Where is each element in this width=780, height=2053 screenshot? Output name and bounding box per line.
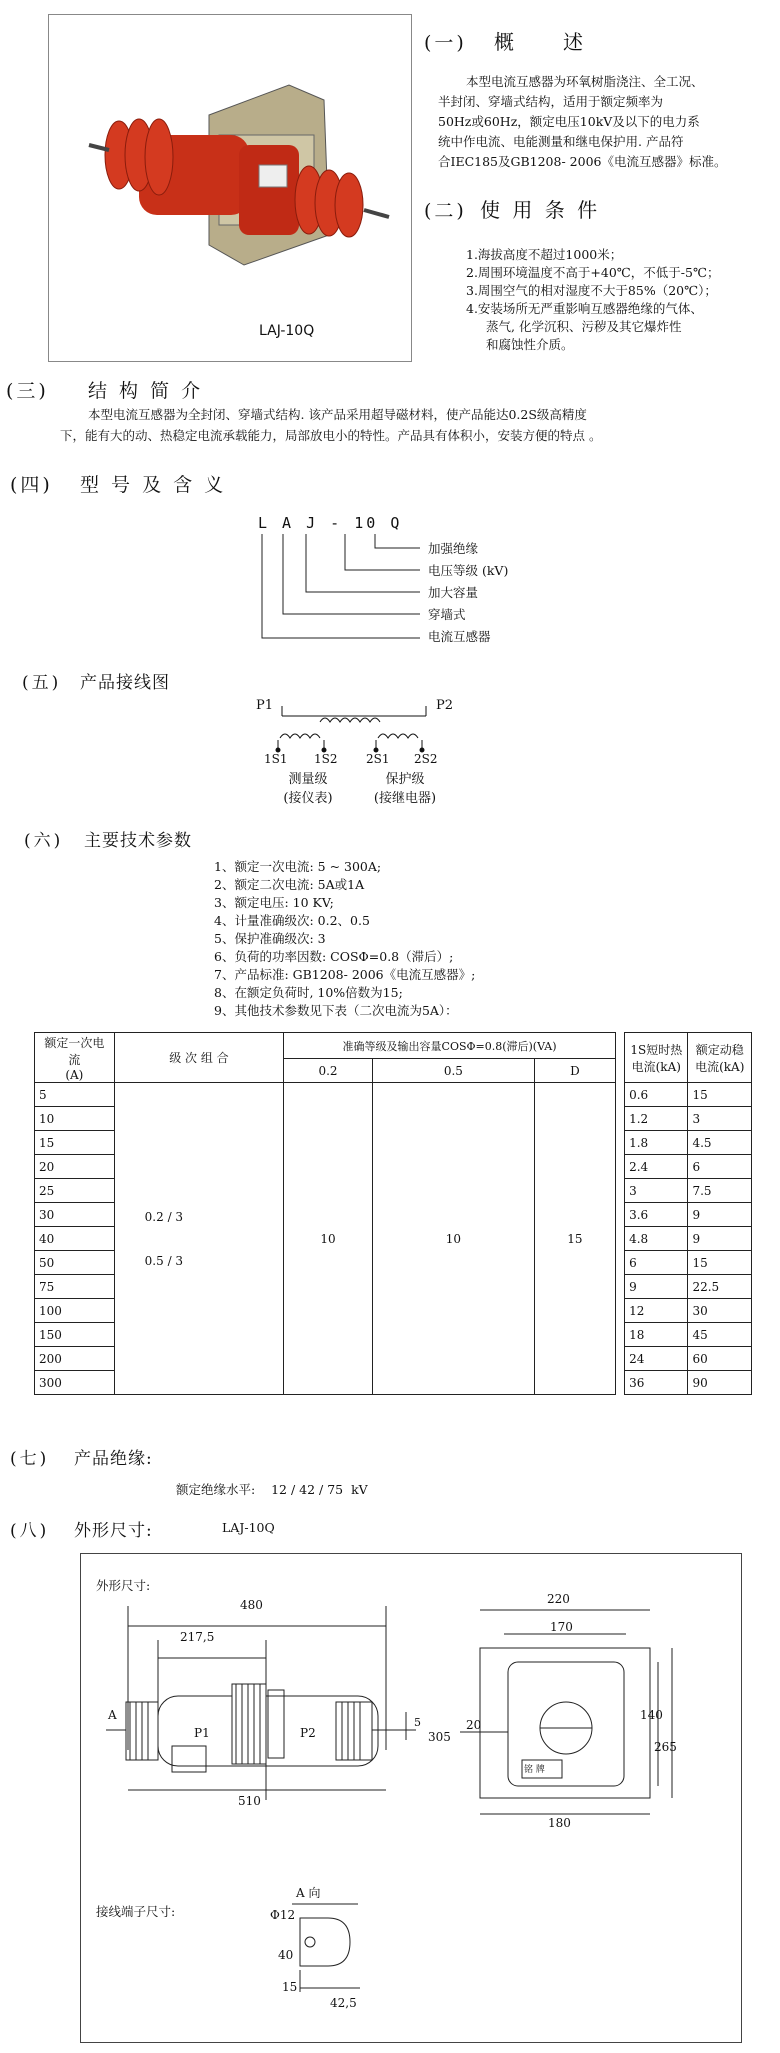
table-gap <box>615 1083 624 1395</box>
thermal-cell: 24 <box>625 1347 688 1371</box>
current-cell: 20 <box>35 1155 115 1179</box>
current-cell: 5 <box>35 1083 115 1107</box>
measurement-group <box>268 770 348 808</box>
header-text: 电流(kA) <box>631 1059 681 1074</box>
param-item: 4、计量准确级次: 0.2、0.5 <box>214 913 370 928</box>
dynamic-cell: 22.5 <box>688 1275 752 1299</box>
photo-model-label: LAJ-10Q <box>259 323 315 339</box>
section-8-title: 外形尺寸: <box>74 1521 153 1541</box>
cap-col-05: 0.5 <box>372 1059 534 1083</box>
cap-col-02: 0.2 <box>284 1059 373 1083</box>
section-4-title: 型 号 及 含 义 <box>80 474 227 496</box>
current-cell: 150 <box>35 1323 115 1347</box>
transformer-photo-graphic <box>49 15 411 361</box>
s1-line: 统中作电流、电能测量和继电保护用. 产品符 <box>438 134 684 149</box>
thermal-cell: 36 <box>625 1371 688 1395</box>
thermal-cell: 3 <box>625 1179 688 1203</box>
thermal-cell: 1.2 <box>625 1107 688 1131</box>
terminal-2s1: 2S1 <box>366 752 390 766</box>
terminal-label: 接线端子尺寸: <box>96 1904 176 1919</box>
thermal-cell: 1.8 <box>625 1131 688 1155</box>
spec-table <box>34 1032 752 1395</box>
dim-305: 305 <box>428 1730 451 1744</box>
param-item: 8、在额定负荷时, 10%倍数为15; <box>214 985 403 1000</box>
param-item: 7、产品标准: GB1208- 2006《电流互感器》; <box>214 967 476 982</box>
dim-510: 510 <box>238 1794 261 1808</box>
header-dynamic <box>688 1033 752 1083</box>
header-text: 电流(kA) <box>695 1059 745 1074</box>
section-5-number: (五) <box>22 673 62 693</box>
condition-item: 1.海拔高度不超过1000米； <box>466 247 623 262</box>
parameter-list <box>214 858 475 1020</box>
group-label: 测量级 <box>288 772 328 787</box>
s1-line: 本型电流互感器为环氧树脂浇注、全工况、 <box>466 74 704 89</box>
header-text: (A) <box>65 1067 84 1082</box>
thermal-cell: 3.6 <box>625 1203 688 1227</box>
meaning-item: 加大容量 <box>428 585 479 600</box>
insulation-level: 额定绝缘水平: 12 / 42 / 75 kV <box>176 1482 368 1497</box>
thermal-cell: 4.8 <box>625 1227 688 1251</box>
model-code-bracket-lines <box>250 530 450 650</box>
param-item: 2、额定二次电流: 5A或1A <box>214 877 365 892</box>
header-thermal <box>625 1033 688 1083</box>
dim-5: 5 <box>414 1716 421 1729</box>
param-item: 3、额定电压: 10 KV; <box>214 895 334 910</box>
param-item: 1、额定一次电流: 5 ~ 300A; <box>214 859 382 874</box>
cap-02-cell: 10 <box>284 1083 373 1395</box>
combo-value: 0.2 / 3 <box>144 1209 184 1224</box>
condition-item: 4.安装场所无严重影响互感器绝缘的气体、 <box>466 301 703 316</box>
s1-line: 半封闭、穿墙式结构，适用于额定频率为 <box>438 94 664 109</box>
terminal-2s2: 2S2 <box>414 752 438 766</box>
s1-line: 50Hz或60Hz，额定电压10kV及以下的电力系 <box>438 114 700 129</box>
param-item: 9、其他技术参数见下表（二次电流为5A）： <box>214 1003 458 1018</box>
dynamic-cell: 15 <box>688 1251 752 1275</box>
s3-line: 本型电流互感器为全封闭、穿墙式结构. 该产品采用超导磁材料，使产品能达0.2S级高精度 <box>88 407 587 422</box>
condition-item: 2.周围环境温度不高于+40℃，不低于-5℃； <box>466 265 720 280</box>
section-2-number: (二) <box>424 200 467 222</box>
section-1-number: (一) <box>424 32 467 54</box>
a-direction-label: A 向 <box>296 1886 321 1900</box>
cap-d-cell: 15 <box>534 1083 615 1395</box>
section-3-title: 结 构 简 介 <box>88 380 204 402</box>
header-text: 额定一次电流 <box>44 1035 105 1067</box>
section-2-list <box>466 246 719 354</box>
current-cell: 75 <box>35 1275 115 1299</box>
section-5-title: 产品接线图 <box>80 673 170 693</box>
thermal-cell: 9 <box>625 1275 688 1299</box>
current-cell: 200 <box>35 1347 115 1371</box>
dim-170: 170 <box>550 1620 573 1634</box>
dynamic-cell: 3 <box>688 1107 752 1131</box>
thermal-cell: 6 <box>625 1251 688 1275</box>
dynamic-cell: 30 <box>688 1299 752 1323</box>
wiring-p1: P1 <box>256 698 274 713</box>
terminal-drawing <box>288 1900 398 2000</box>
header-combo: 级 次 组 合 <box>114 1033 284 1083</box>
wiring-diagram <box>250 700 470 780</box>
dim-2175: 217,5 <box>180 1630 215 1644</box>
product-photo <box>48 14 412 362</box>
thermal-cell: 2.4 <box>625 1155 688 1179</box>
front-p1: P1 <box>194 1726 210 1740</box>
section-7-title: 产品绝缘: <box>74 1449 153 1469</box>
model-meanings <box>428 538 508 648</box>
header-text: 额定动稳 <box>695 1042 744 1057</box>
dim-15: 15 <box>282 1980 298 1994</box>
section-7-number: (七) <box>10 1449 50 1469</box>
meaning-item: 电压等级 (kV) <box>428 563 509 578</box>
meaning-item: 穿墙式 <box>428 607 466 622</box>
section-6-title: 主要技术参数 <box>84 831 192 851</box>
current-cell: 100 <box>35 1299 115 1323</box>
dynamic-cell: 9 <box>688 1227 752 1251</box>
current-cell: 50 <box>35 1251 115 1275</box>
section-2-title: 使 用 条 件 <box>480 198 601 222</box>
group-sublabel: (接仪表) <box>283 791 333 806</box>
current-cell: 15 <box>35 1131 115 1155</box>
section-3-body <box>60 404 775 446</box>
cap-col-d: D <box>534 1059 615 1083</box>
meaning-item: 加强绝缘 <box>428 541 479 556</box>
section-4-number: (四) <box>10 474 53 496</box>
model-code: L A J - 10 Q <box>258 514 403 532</box>
thermal-cell: 12 <box>625 1299 688 1323</box>
combo-value: 0.5 / 3 <box>144 1253 184 1268</box>
outline-label: 外形尺寸: <box>96 1578 151 1593</box>
dim-265: 265 <box>654 1740 677 1754</box>
header-text: 1S短时热 <box>630 1042 683 1057</box>
dim-40: 40 <box>278 1948 294 1962</box>
cap-05-cell: 10 <box>372 1083 534 1395</box>
s3-line: 下，能有大的动、热稳定电流承载能力，局部放电小的特性。产品具有体积小，安装方便的特点 。 <box>60 428 602 443</box>
meaning-item: 电流互感器 <box>428 629 491 644</box>
dim-425: 42,5 <box>330 1996 357 2010</box>
table-gap <box>615 1033 624 1083</box>
front-view-drawing <box>106 1600 436 1820</box>
thermal-cell: 0.6 <box>625 1083 688 1107</box>
condition-item: 蒸气, 化学沉积、污秽及其它爆炸性 <box>486 319 682 334</box>
dim-480: 480 <box>240 1598 263 1612</box>
dim-20: 20 <box>466 1718 482 1732</box>
protection-group <box>360 770 450 808</box>
section-8-number: (八) <box>10 1521 50 1541</box>
group-sublabel: (接继电器) <box>373 791 437 806</box>
group-label: 保护级 <box>385 772 425 787</box>
section-8-model: LAJ-10Q <box>222 1520 275 1535</box>
nameplate-label: 铭 牌 <box>524 1765 545 1775</box>
current-cell: 40 <box>35 1227 115 1251</box>
dynamic-cell: 60 <box>688 1347 752 1371</box>
header-capacity: 准确等级及输出容量COSΦ=0.8(滞后)(VA) <box>284 1033 616 1059</box>
dynamic-cell: 6 <box>688 1155 752 1179</box>
thermal-cell: 18 <box>625 1323 688 1347</box>
dim-180: 180 <box>548 1816 571 1830</box>
dynamic-cell: 90 <box>688 1371 752 1395</box>
section-1-title: 概 述 <box>494 30 586 54</box>
section-3-number: (三) <box>6 380 49 402</box>
condition-item: 3.周围空气的相对湿度不大于85%（20℃）； <box>466 283 717 298</box>
current-cell: 10 <box>35 1107 115 1131</box>
terminal-1s2: 1S2 <box>314 752 338 766</box>
wiring-p2: P2 <box>436 698 454 713</box>
arrow-a-label: A <box>108 1708 117 1722</box>
param-item: 6、负荷的功率因数: COSΦ=0.8（滞后）; <box>214 949 454 964</box>
dynamic-cell: 7.5 <box>688 1179 752 1203</box>
param-item: 5、保护准确级次: 3 <box>214 931 326 946</box>
dynamic-cell: 15 <box>688 1083 752 1107</box>
current-cell: 25 <box>35 1179 115 1203</box>
section-1-body <box>438 72 778 172</box>
front-p2: P2 <box>300 1726 316 1740</box>
s1-line: 合IEC185及GB1208- 2006《电流互感器》标准。 <box>438 154 727 169</box>
condition-item: 和腐蚀性介质。 <box>486 337 574 352</box>
current-cell: 30 <box>35 1203 115 1227</box>
dynamic-cell: 4.5 <box>688 1131 752 1155</box>
dynamic-cell: 45 <box>688 1323 752 1347</box>
terminal-1s1: 1S1 <box>264 752 288 766</box>
dim-140: 140 <box>640 1708 663 1722</box>
dim-phi12: Φ12 <box>270 1908 296 1922</box>
dim-220: 220 <box>547 1592 570 1606</box>
dynamic-cell: 9 <box>688 1203 752 1227</box>
current-cell: 300 <box>35 1371 115 1395</box>
combo-cell <box>114 1083 284 1395</box>
section-6-number: (六) <box>24 831 64 851</box>
header-current <box>35 1033 115 1083</box>
